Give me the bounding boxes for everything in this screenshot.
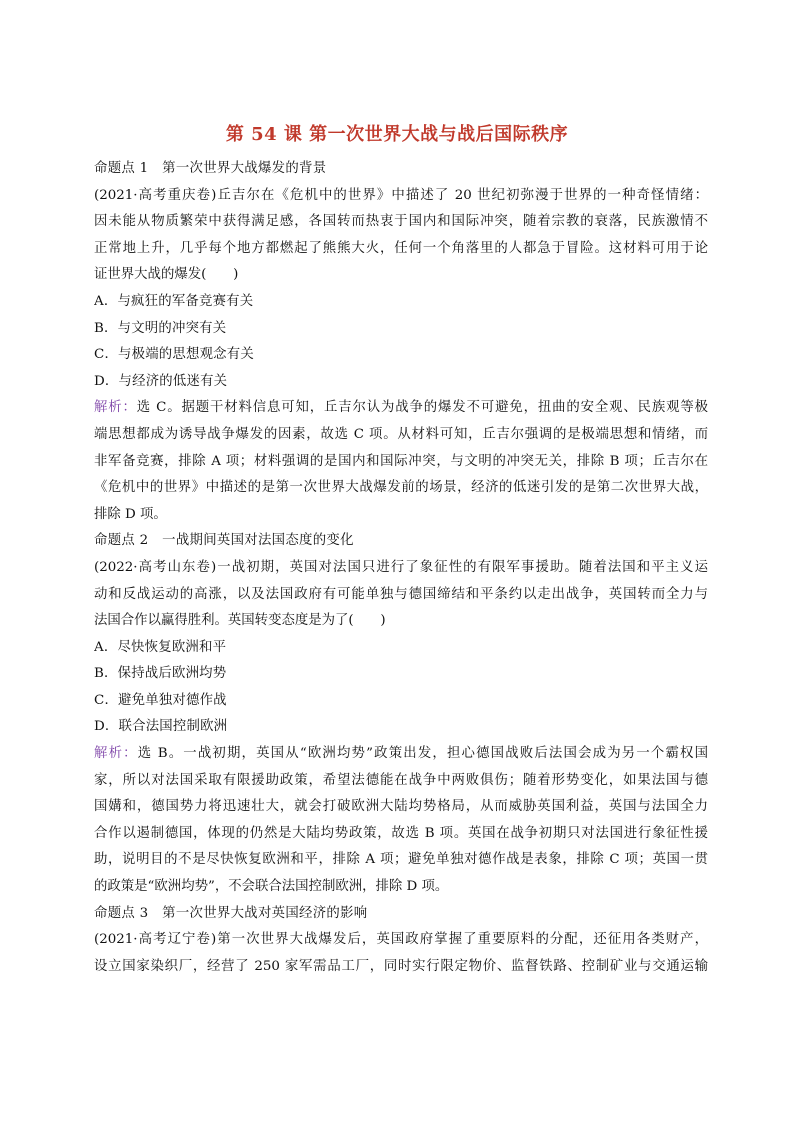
option-2-b: B．保持战后欧洲均势 xyxy=(94,666,227,682)
analysis-1-line-3: 非军备竞赛，排除 A 项；材料强调的是国内和国际冲突，与文明的冲突无关，排除 B 项；丘吉尔在 xyxy=(94,453,708,469)
analysis-2-line-5: 助，说明目的不是尽快恢复欧洲和平，排除 A 项；避免单独对德作战是表象，排除 C 项；英国一贯 xyxy=(94,852,708,868)
option-1-d: D．与经济的低迷有关 xyxy=(94,373,228,389)
option-2-d: D．联合法国控制欧洲 xyxy=(94,719,228,735)
analysis-1-line-2: 端思想都成为诱导战争爆发的因素，故选 C 项。从材料可知，丘吉尔强调的是极端思想和情绪，而 xyxy=(94,426,708,442)
option-1-c: C．与极端的思想观念有关 xyxy=(94,347,254,363)
question-stem-1-line-1: (2021·高考重庆卷)丘吉尔在《危机中的世界》中描述了 20 世纪初弥漫于世界的一种奇怪情绪： xyxy=(94,187,708,203)
analysis-1-line-5: 排除 D 项。 xyxy=(94,506,167,522)
analysis-label: 解析： xyxy=(94,746,138,762)
topic-heading-2: 命题点 2 一战期间英国对法国态度的变化 xyxy=(94,533,354,549)
analysis-text: 选 B。一战初期，英国从“欧洲均势”政策出发，担心德国战败后法国会成为另一个霸权国 xyxy=(137,746,708,762)
question-stem-2-line-3: 法国合作以赢得胜利。英国转变态度是为了( ) xyxy=(94,613,386,629)
topic-heading-1: 命题点 1 第一次世界大战爆发的背景 xyxy=(94,161,327,176)
question-stem-1-line-2: 因未能从物质繁荣中获得满足感，各国转而热衷于国内和国际冲突，随着宗教的衰落，民族激情不 xyxy=(94,214,708,230)
analysis-2-line-6: 的政策是“欧洲均势”，不会联合法国控制欧洲，排除 D 项。 xyxy=(94,879,449,895)
question-stem-3-line-1: (2021·高考辽宁卷)第一次世界大战爆发后，英国政府掌握了重要原料的分配，还征用各类财产， xyxy=(94,932,708,948)
question-stem-1-line-3: 正常地上升，几乎每个地方都燃起了熊熊大火，任何一个角落里的人都急于冒险。这材料可用于论 xyxy=(94,240,708,256)
option-2-a: A．尽快恢复欧洲和平 xyxy=(94,639,227,655)
option-1-b: B．与文明的冲突有关 xyxy=(94,320,227,336)
question-stem-3-line-2: 设立国家染织厂，经营了 250 家军需品工厂，同时实行限定物价、监督铁路、控制矿业与交通运输 xyxy=(94,958,708,974)
page-title: 第 54 课 第一次世界大战与战后国际秩序 xyxy=(225,124,569,145)
option-1-a: A．与疯狂的军备竞赛有关 xyxy=(94,293,254,309)
question-stem-2-line-2: 动和反战运动的高涨，以及法国政府有可能单独与德国缔结和平条约以走出战争，英国转而全力与 xyxy=(94,586,708,602)
analysis-1-line-4: 《危机中的世界》中描述的是第一次世界大战爆发前的场景，经济的低迷引发的是第二次世界大战， xyxy=(94,480,708,496)
analysis-2-line-1 xyxy=(94,741,708,768)
document-body xyxy=(94,156,708,980)
analysis-1-line-1 xyxy=(94,395,708,422)
analysis-2-line-2: 家，所以对法国采取有限援助政策，希望法德能在战争中两败俱伤；随着形势变化，如果法国与德 xyxy=(94,772,708,788)
option-2-c: C．避免单独对德作战 xyxy=(94,692,227,708)
analysis-label: 解析： xyxy=(94,400,137,416)
question-stem-1-line-4: 证世界大战的爆发( ) xyxy=(94,267,239,283)
topic-heading-3: 命题点 3 第一次世界大战对英国经济的影响 xyxy=(94,905,368,921)
analysis-text: 选 C。据题干材料信息可知，丘吉尔认为战争的爆发不可避免，扭曲的安全观、民族观等极 xyxy=(136,400,708,416)
analysis-2-line-4: 合作以遏制德国，体现的仍然是大陆均势政策，故选 B 项。英国在战争初期只对法国进行象征性援 xyxy=(94,825,708,841)
analysis-2-line-3: 国媾和，德国势力将迅速壮大，就会打破欧洲大陆均势格局，从而威胁英国利益，英国与法国全力 xyxy=(94,799,708,815)
question-stem-2-line-1: (2022·高考山东卷)一战初期，英国对法国只进行了象征性的有限军事援助。随着法国和平主义运 xyxy=(94,559,708,575)
